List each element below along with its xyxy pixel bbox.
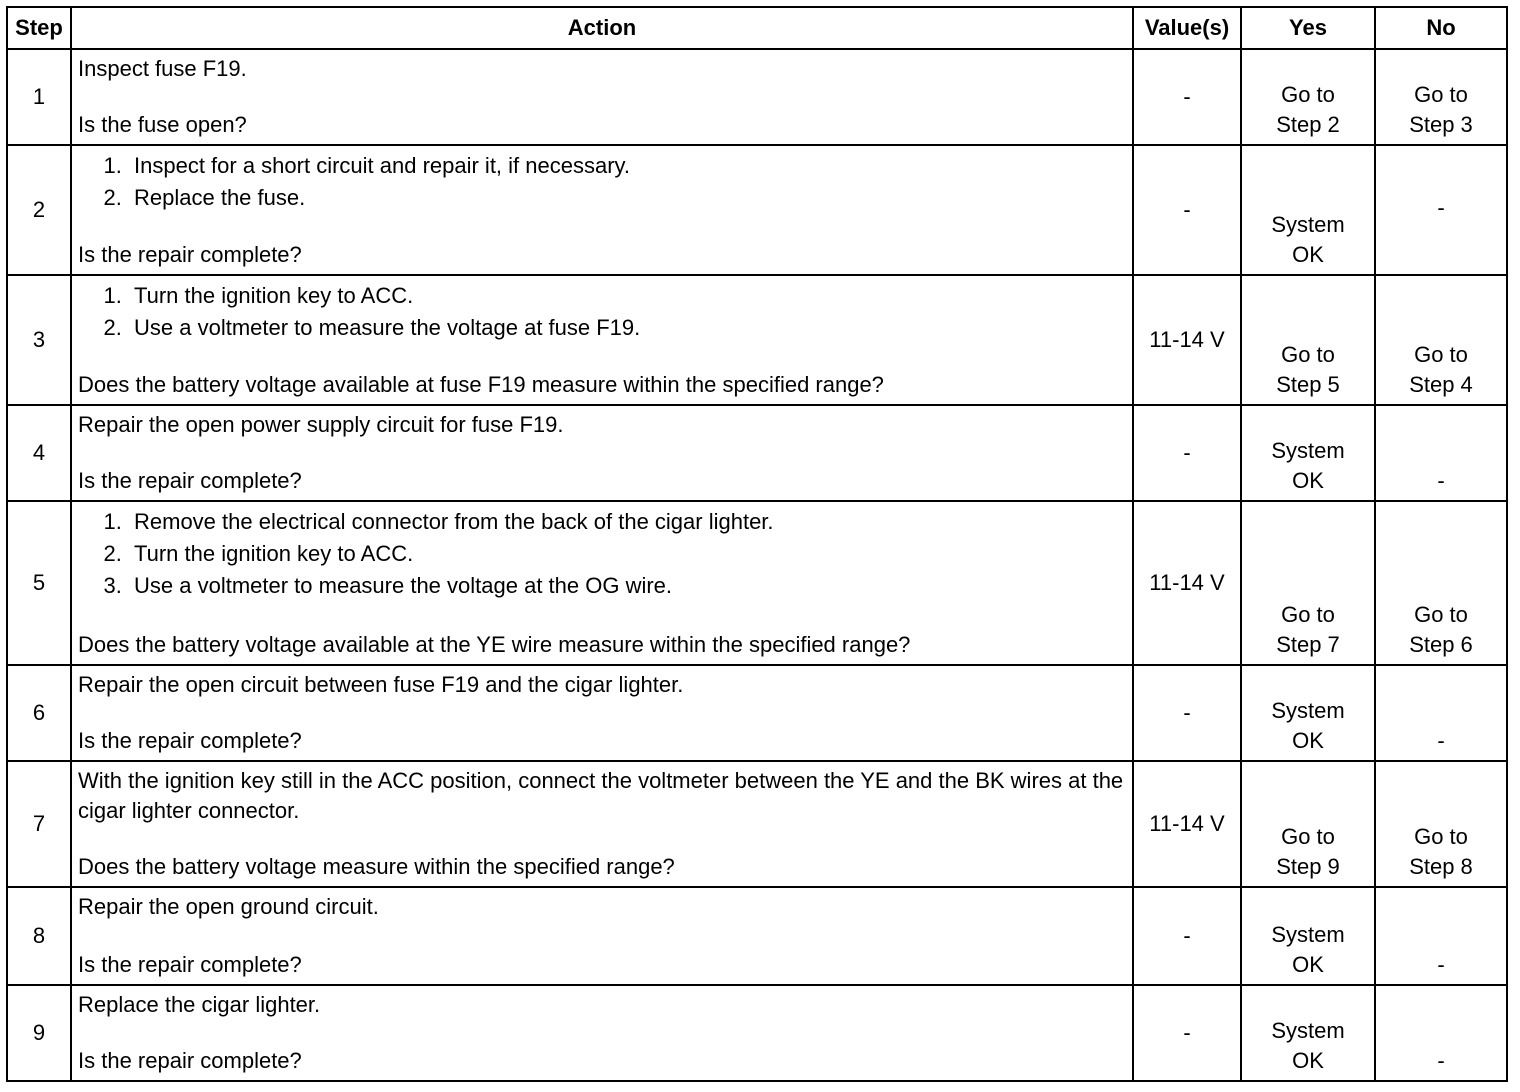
- table-header-row: [7, 7, 1507, 49]
- no-result-cell: [1375, 887, 1507, 985]
- action-question: Is the repair complete?: [78, 468, 302, 493]
- no-result-cell: [1375, 501, 1507, 665]
- yes-result-cell: [1241, 275, 1375, 405]
- no-result-cell: [1375, 761, 1507, 887]
- action-steps-list: [78, 280, 1126, 344]
- action-cell: [71, 887, 1133, 985]
- action-question: Does the battery voltage available at fuse F19 measure within the specified range?: [78, 372, 884, 397]
- header-action: Action: [71, 7, 1133, 49]
- yes-result-line: OK: [1292, 952, 1324, 977]
- table-row: [7, 761, 1507, 887]
- yes-result-line: OK: [1292, 468, 1324, 493]
- no-result-line: Step 4: [1409, 372, 1473, 397]
- yes-result-line: Step 2: [1276, 112, 1340, 137]
- yes-result-cell: [1241, 501, 1375, 665]
- no-result-cell: [1375, 405, 1507, 501]
- yes-result-line: Go to: [1281, 82, 1335, 107]
- no-result-cell: [1375, 275, 1507, 405]
- no-result-line: Step 3: [1409, 112, 1473, 137]
- yes-result-cell: [1241, 985, 1375, 1081]
- action-cell: [71, 665, 1133, 761]
- action-question: Does the battery voltage available at the YE wire measure within the specified range?: [78, 632, 911, 657]
- action-text: Repair the open circuit between fuse F19 and the cigar lighter.: [78, 672, 684, 697]
- table-row: [7, 275, 1507, 405]
- step-number: 7: [7, 761, 71, 887]
- no-result-line: Step 8: [1409, 854, 1473, 879]
- value-cell: -: [1133, 49, 1241, 145]
- step-number: 9: [7, 985, 71, 1081]
- action-cell: [71, 985, 1133, 1081]
- value-cell: -: [1133, 665, 1241, 761]
- action-text: Repair the open power supply circuit for fuse F19.: [78, 412, 564, 437]
- action-step-item: 2. Use a voltmeter to measure the voltage at fuse F19.: [128, 312, 1126, 344]
- yes-result-line: Step 9: [1276, 854, 1340, 879]
- action-cell: [71, 49, 1133, 145]
- yes-result-cell: [1241, 761, 1375, 887]
- value-cell: -: [1133, 145, 1241, 275]
- no-result-line: Go to: [1414, 602, 1468, 627]
- action-step-item: 2. Turn the ignition key to ACC.: [128, 538, 1126, 570]
- yes-result-cell: [1241, 405, 1375, 501]
- no-result-line: Go to: [1414, 82, 1468, 107]
- yes-result-line: System: [1271, 698, 1345, 723]
- value-cell: -: [1133, 405, 1241, 501]
- step-number: 4: [7, 405, 71, 501]
- step-number: 3: [7, 275, 71, 405]
- action-text: Repair the open ground circuit.: [78, 894, 379, 919]
- table-row: [7, 501, 1507, 665]
- step-number: 8: [7, 887, 71, 985]
- yes-result-line: OK: [1292, 242, 1324, 267]
- action-cell: [71, 405, 1133, 501]
- no-result-line: -: [1437, 468, 1445, 493]
- table-row: [7, 145, 1507, 275]
- no-result-cell: [1375, 985, 1507, 1081]
- table-row: [7, 405, 1507, 501]
- action-text: Inspect fuse F19.: [78, 56, 247, 81]
- step-number: 1: [7, 49, 71, 145]
- action-text: With the ignition key still in the ACC position, connect the voltmeter between the YE and the BK wires at the cigar lighter connector.: [78, 768, 1124, 823]
- header-step: Step: [7, 7, 71, 49]
- yes-result-line: System: [1271, 438, 1345, 463]
- no-result-line: -: [1437, 952, 1445, 977]
- action-cell: [71, 145, 1133, 275]
- yes-result-line: System: [1271, 922, 1345, 947]
- action-steps-list: [78, 150, 1126, 214]
- value-cell: 11-14 V: [1133, 275, 1241, 405]
- action-question: Is the repair complete?: [78, 952, 302, 977]
- step-number: 2: [7, 145, 71, 275]
- yes-result-line: Step 7: [1276, 632, 1340, 657]
- action-question: Does the battery voltage measure within the specified range?: [78, 854, 675, 879]
- action-cell: [71, 501, 1133, 665]
- no-result-cell: [1375, 145, 1507, 275]
- yes-result-cell: [1241, 665, 1375, 761]
- yes-result-line: Go to: [1281, 824, 1335, 849]
- step-number: 6: [7, 665, 71, 761]
- no-result-line: -: [1437, 195, 1445, 220]
- yes-result-cell: [1241, 49, 1375, 145]
- no-result-cell: [1375, 49, 1507, 145]
- yes-result-cell: [1241, 145, 1375, 275]
- table-row: [7, 49, 1507, 145]
- table-row: [7, 985, 1507, 1081]
- value-cell: 11-14 V: [1133, 761, 1241, 887]
- action-question: Is the repair complete?: [78, 1048, 302, 1073]
- yes-result-cell: [1241, 887, 1375, 985]
- yes-result-line: Go to: [1281, 602, 1335, 627]
- no-result-cell: [1375, 665, 1507, 761]
- yes-result-line: System: [1271, 212, 1345, 237]
- no-result-line: Go to: [1414, 342, 1468, 367]
- action-question: Is the fuse open?: [78, 112, 247, 137]
- action-step-item: 2. Replace the fuse.: [128, 182, 1126, 214]
- action-step-item: 1. Remove the electrical connector from the back of the cigar lighter.: [128, 506, 1126, 538]
- no-result-line: Go to: [1414, 824, 1468, 849]
- action-cell: [71, 275, 1133, 405]
- header-yes: Yes: [1241, 7, 1375, 49]
- table-row: [7, 887, 1507, 985]
- table-row: [7, 665, 1507, 761]
- action-question: Is the repair complete?: [78, 728, 302, 753]
- no-result-line: -: [1437, 728, 1445, 753]
- action-cell: [71, 761, 1133, 887]
- yes-result-line: Step 5: [1276, 372, 1340, 397]
- action-steps-list: [78, 506, 1126, 602]
- yes-result-line: Go to: [1281, 342, 1335, 367]
- no-result-line: Step 6: [1409, 632, 1473, 657]
- yes-result-line: System: [1271, 1018, 1345, 1043]
- no-result-line: -: [1437, 1048, 1445, 1073]
- action-step-item: 1. Inspect for a short circuit and repair it, if necessary.: [128, 150, 1126, 182]
- header-no: No: [1375, 7, 1507, 49]
- value-cell: -: [1133, 985, 1241, 1081]
- action-step-item: 3. Use a voltmeter to measure the voltage at the OG wire.: [128, 570, 1126, 602]
- diagnostic-table: [6, 6, 1508, 1082]
- action-text: Replace the cigar lighter.: [78, 992, 321, 1017]
- value-cell: -: [1133, 887, 1241, 985]
- action-question: Is the repair complete?: [78, 242, 302, 267]
- action-step-item: 1. Turn the ignition key to ACC.: [128, 280, 1126, 312]
- step-number: 5: [7, 501, 71, 665]
- yes-result-line: OK: [1292, 728, 1324, 753]
- value-cell: 11-14 V: [1133, 501, 1241, 665]
- header-values: Value(s): [1133, 7, 1241, 49]
- yes-result-line: OK: [1292, 1048, 1324, 1073]
